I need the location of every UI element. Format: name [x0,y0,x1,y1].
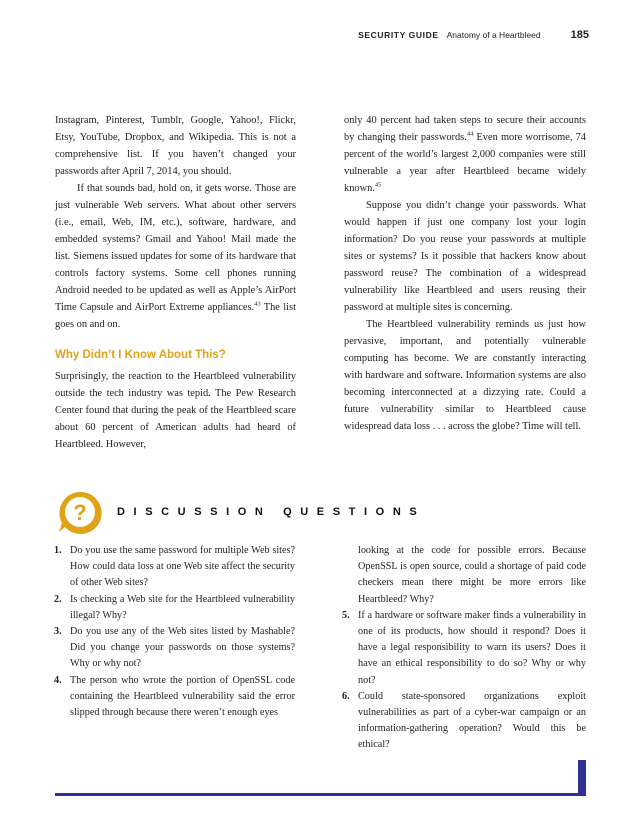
paragraph [344,112,586,197]
left-column [55,112,296,453]
question-text: If a hardware or software maker finds a vulnerability in one of its products, how should it respond? Does it have a legal responsibility to warn its users? Does it have an ethical responsibility to do so? Why or why not? [358,609,586,686]
paragraph: Surprisingly, the reaction to the Heartbleed vulnerability outside the tech industry was tepid. The Pew Research Center found that during the peak of the Heartbleed scare about 60 percent of American adults had heard of Heartbleed. However, [55,371,296,450]
question-bubble-icon [55,490,103,534]
questions-right [343,543,586,754]
svg-text:?: ? [73,500,87,525]
paragraph-text: If that sounds bad, hold on, it gets worse. Those are just vulnerable Web servers. What about other servers (i.e., email, Web, IM, etc.), software, hardware, and embedded systems? Gmail and Yahoo! Mail made the list. Siemens issued updates for some of its hardware that controls factory systems. Some cell phones running Android needed to be updated as well as Apple’s AirPort Time Capsule and AirPort Extreme appliances. [55,183,296,313]
paragraph-text: Even more worrisome, 74 percent of the world’s largest 2,000 companies were still vulnerable a year after Heartbleed became widely known. [344,132,586,194]
decorative-rule-vertical [578,760,586,796]
question-item [55,543,295,592]
question-item [343,689,586,754]
chapter-title: Anatomy of a Heartbleed [446,30,541,40]
question-number: 6. [342,690,350,702]
question-text: The person who wrote the portion of OpenSSL code containing the Heartbleed vulnerability said the error slipped through because there weren’t enough eyes [70,674,295,719]
paragraph [55,180,296,333]
question-number: 2. [54,593,62,605]
decorative-rule [55,756,586,796]
section-label: SECURITY GUIDE [358,30,439,40]
question-text: Is checking a Web site for the Heartbleed vulnerability illegal? Why? [70,593,295,621]
section-heading: Why Didn’t I Know About This? [55,349,226,361]
question-number: 4. [54,674,62,686]
questions-left [55,543,295,721]
questions [55,543,586,754]
footnote-ref: 43 [254,300,261,308]
question-number: 3. [54,626,62,638]
question-item [55,592,295,624]
question-number: 5. [342,609,350,621]
body-columns [55,112,586,453]
discussion-heading: DISCUSSION QUESTIONS [117,506,426,518]
discussion-header [55,489,586,535]
question-item [343,608,586,689]
paragraph-text: only 40 percent had taken steps to secure their accounts by changing their passwords. [344,115,586,143]
question-text: Do you use the same password for multiple Web sites? How could data loss at one Web site affect the security of other Web sites? [70,545,295,589]
right-column [344,112,586,435]
running-header [358,29,589,41]
footnote-ref: 45 [374,181,382,189]
paragraph: Suppose you didn’t change your passwords. What would happen if just one company lost your login information? Do you reuse your passwords at multiple sites or systems? Is it possible that hackers know about password reuse? The combination of a widespread vulnerability like Heartbleed and users reusing their password at multiple sites is concerning. [344,200,586,313]
question-item [55,673,295,722]
question-item [55,624,295,673]
question-number: 1. [54,545,62,556]
footnote-ref: 44 [466,130,474,138]
question-text: Do you use any of the Web sites listed by Mashable? Did you change your passwords on those systems? Why or why not? [70,626,295,670]
paragraph-text: The list goes on and on. [55,302,296,330]
question-item-continued [343,543,586,608]
paragraph: The Heartbleed vulnerability reminds us just how pervasive, important, and potentially vulnerable computing has become. We are constantly interacting with hardware and software. Information systems are also becoming interconnected at a dizzying rate. Could a future vulnerability similar to Heartbleed cause widespread data loss . . . across the globe? Time will tell. [344,319,586,432]
page-number: 185 [570,29,589,41]
question-text: Could state-sponsored organizations exploit vulnerabilities as part of a cyber-war campaign or an information-gathering operation? Would this be ethical? [358,690,586,751]
paragraph: Instagram, Pinterest, Tumblr, Google, Yahoo!, Flickr, Etsy, YouTube, Dropbox, and Wikipedia. This is not a comprehensive list. If you haven’t changed your passwords after April 7, 2014, you should. [55,115,296,177]
question-text: looking at the code for possible errors. Because OpenSSL is open source, could a shortage of paid code checkers mean there might be more errors like Heartbleed? Why? [358,545,586,605]
decorative-rule-horizontal [55,793,586,796]
